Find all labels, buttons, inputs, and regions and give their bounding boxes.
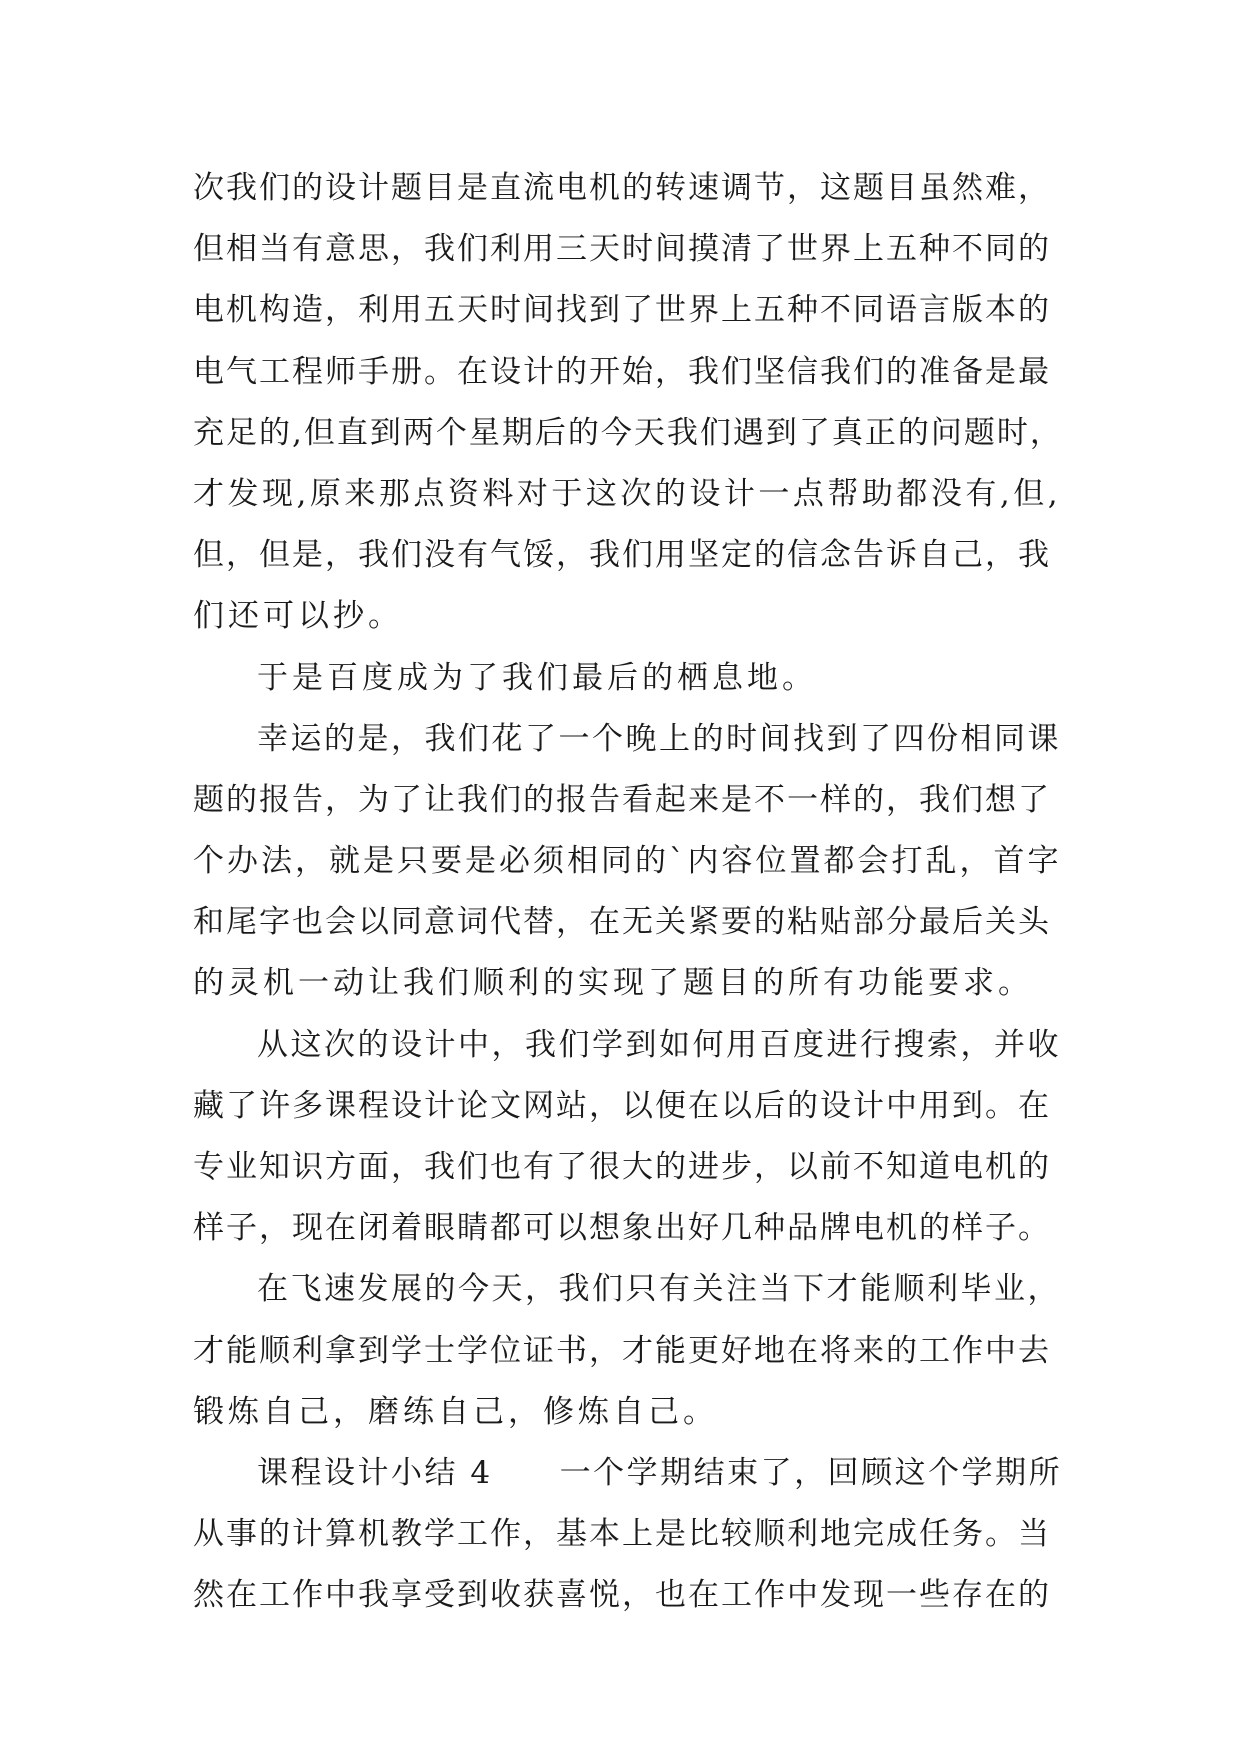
text-line: 才发现,原来那点资料对于这次的设计一点帮助都没有,但, xyxy=(193,475,1062,512)
text-line: 个办法，就是只要是必须相同的`内容位置都会打乱，首字 xyxy=(193,843,1062,880)
text-line: 才能顺利拿到学士学位证书，才能更好地在将来的工作中去 xyxy=(193,1332,1051,1369)
text-line: 样子，现在闭着眼睛都可以想象出好几种品牌电机的样子。 xyxy=(193,1210,1051,1247)
text-line: 题的报告，为了让我们的报告看起来是不一样的，我们想了 xyxy=(193,781,1051,818)
text-line: 但相当有意思，我们利用三天时间摸清了世界上五种不同的 xyxy=(193,231,1051,268)
paragraph-start-line: 幸运的是，我们花了一个晚上的时间找到了四份相同课 xyxy=(257,720,1061,757)
paragraph-start-line: 课程设计小结 4 一个学期结束了，回顾这个学期所 xyxy=(257,1454,1063,1491)
paragraph-start-line: 于是百度成为了我们最后的栖息地。 xyxy=(257,659,817,696)
text-line: 电气工程师手册。在设计的开始，我们坚信我们的准备是最 xyxy=(193,353,1051,390)
text-line: 但，但是，我们没有气馁，我们用坚定的信念告诉自己，我 xyxy=(193,537,1051,574)
text-line: 和尾字也会以同意词代替，在无关紧要的粘贴部分最后关头 xyxy=(193,904,1051,941)
text-line: 次我们的设计题目是直流电机的转速调节，这题目虽然难， xyxy=(193,170,1051,206)
text-line: 然在工作中我享受到收获喜悦，也在工作中发现一些存在的 xyxy=(193,1577,1051,1614)
text-line: 锻炼自己，磨练自己，修炼自己。 xyxy=(193,1393,718,1430)
paragraph-start-line: 在飞速发展的今天，我们只有关注当下才能顺利毕业， xyxy=(257,1271,1061,1308)
text-line: 专业知识方面，我们也有了很大的进步，以前不知道电机的 xyxy=(193,1149,1051,1185)
text-line: 电机构造，利用五天时间找到了世界上五种不同语言版本的 xyxy=(193,292,1051,329)
text-line: 藏了许多课程设计论文网站，以便在以后的设计中用到。在 xyxy=(193,1087,1051,1124)
body-text xyxy=(193,158,1063,1627)
paragraph-start-line: 从这次的设计中，我们学到如何用百度进行搜索，并收 xyxy=(257,1026,1061,1063)
text-line: 从事的计算机教学工作，基本上是比较顺利地完成任务。当 xyxy=(193,1516,1051,1553)
text-line: 充足的,但直到两个星期后的今天我们遇到了真正的问题时， xyxy=(193,414,1063,451)
text-line: 们还可以抄。 xyxy=(193,598,403,635)
text-line: 的灵机一动让我们顺利的实现了题目的所有功能要求。 xyxy=(193,965,1033,1002)
